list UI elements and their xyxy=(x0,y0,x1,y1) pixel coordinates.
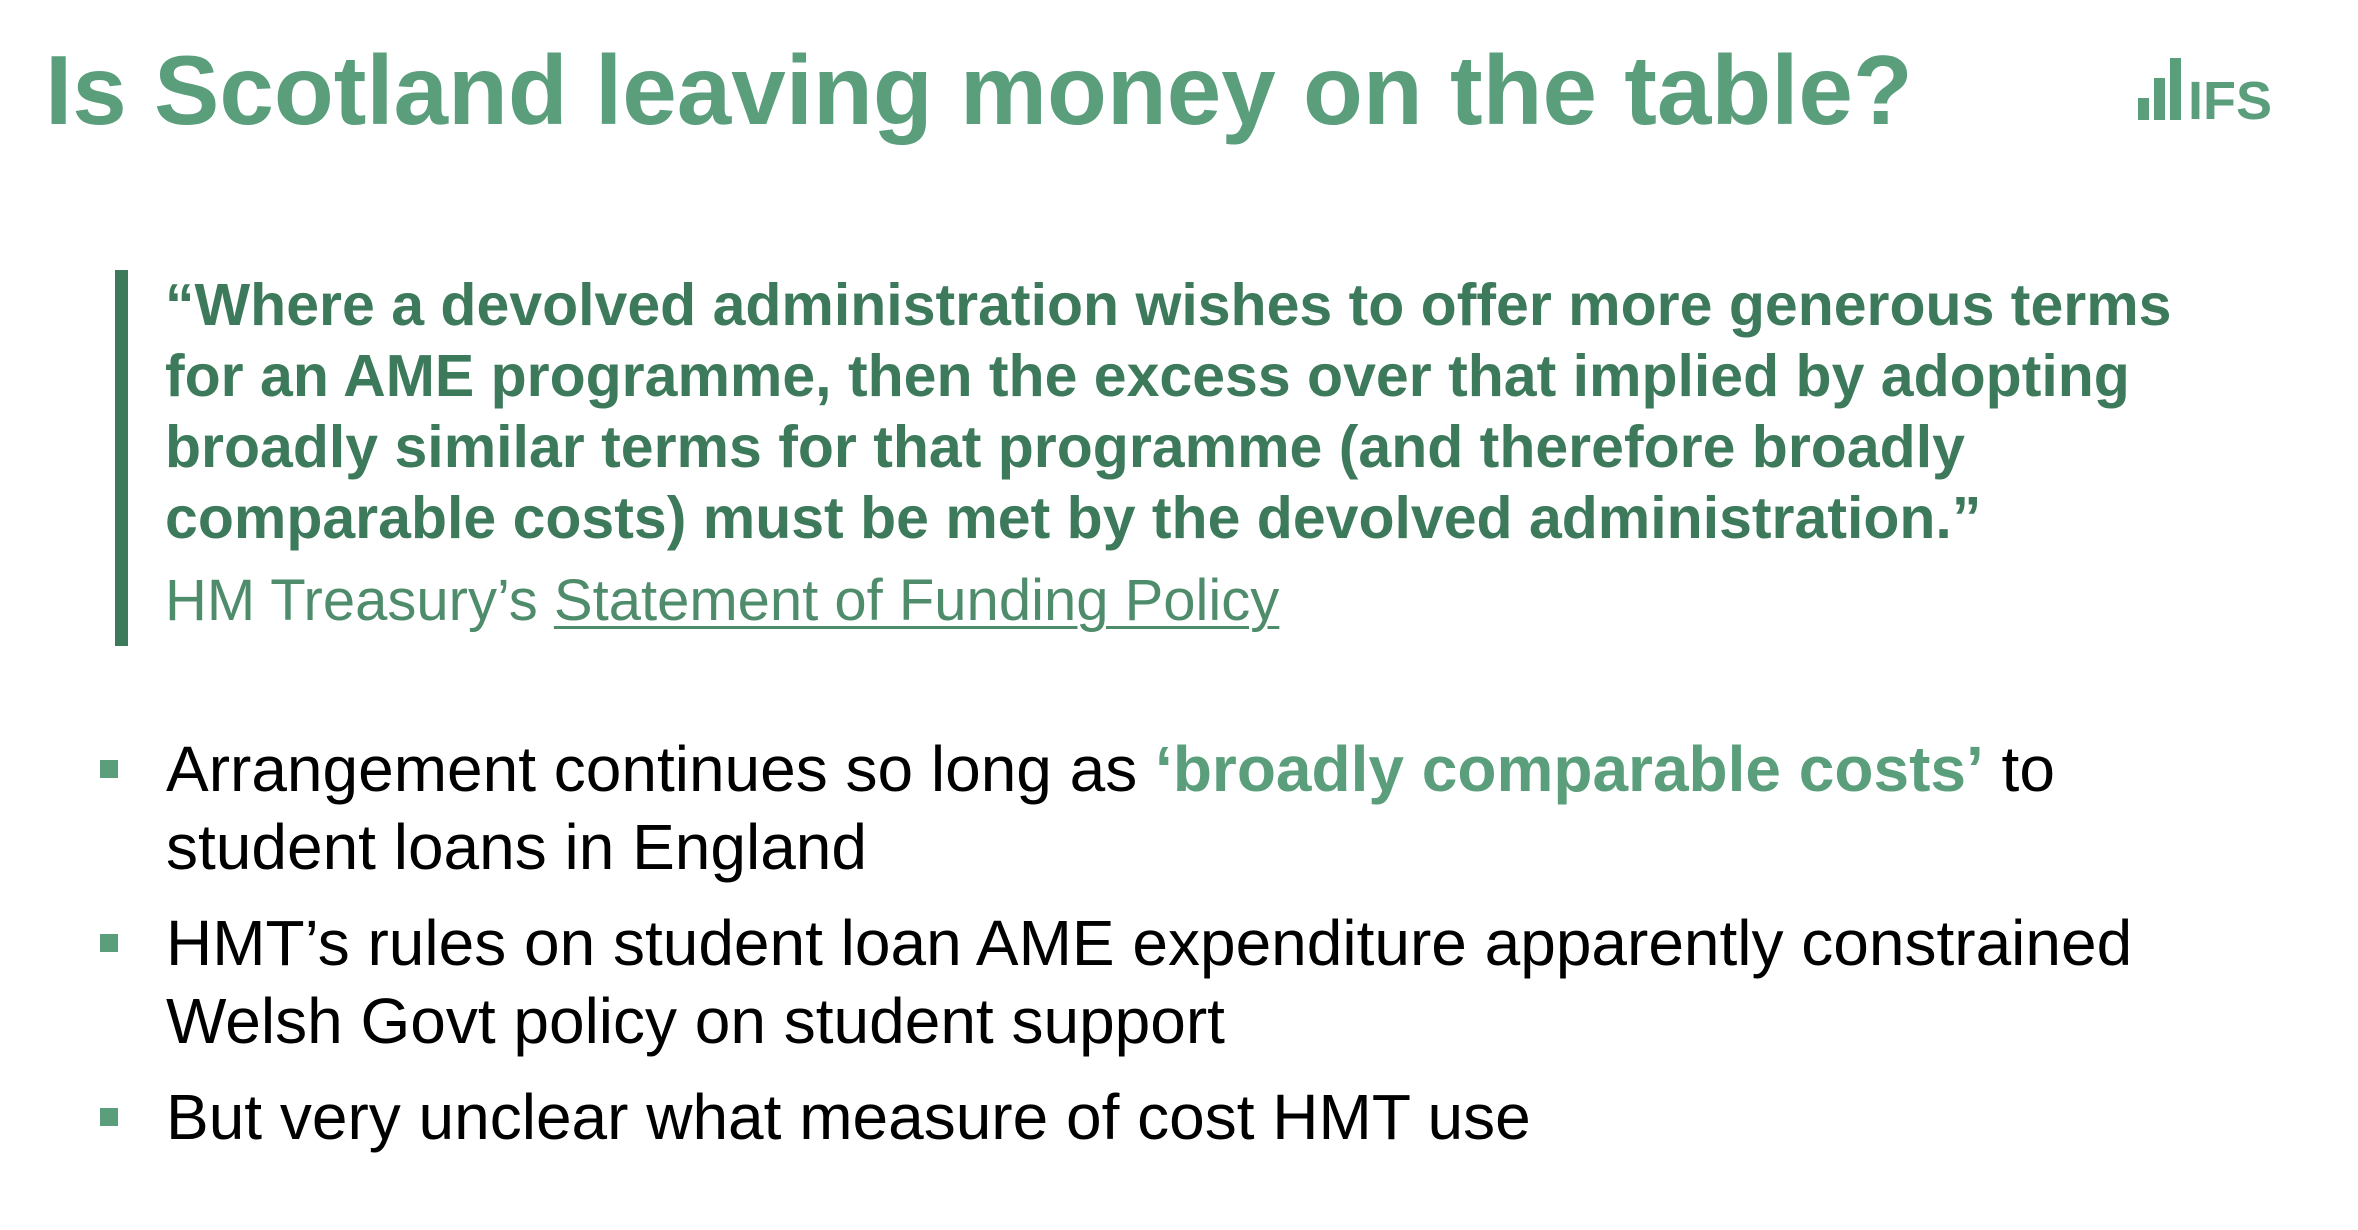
bullet-text-end: to student loans in England xyxy=(166,733,2055,883)
bullet-item xyxy=(0,730,2236,886)
bar-chart-logo-icon xyxy=(2138,56,2298,122)
square-bullet-icon xyxy=(100,934,118,952)
square-bullet-icon xyxy=(100,1108,118,1126)
ifs-logo xyxy=(2138,56,2298,122)
square-bullet-icon xyxy=(100,760,118,778)
bullet-text: Arrangement continues so long as xyxy=(166,733,1156,805)
bullet-item xyxy=(0,1078,2236,1156)
attribution-prefix: HM Treasury’s xyxy=(165,568,554,633)
bullet-list xyxy=(0,730,2358,1174)
statement-of-funding-policy-link[interactable]: Statement of Funding Policy xyxy=(553,568,1280,633)
slide-title: Is Scotland leaving money on the table? xyxy=(45,35,1913,145)
quote-accent-bar xyxy=(115,270,128,646)
quote-block xyxy=(115,270,2215,646)
quote-attribution xyxy=(165,566,1279,636)
bullet-text: HMT’s rules on student loan AME expenditure apparently constrained Welsh Govt policy on student support xyxy=(166,907,2133,1057)
quote-text: “Where a devolved administration wishes to offer more generous terms for an AME programme, then the excess over that implied by adopting broadly similar terms for that programme (and therefore broadly comparable costs) must be met by the devolved administration.” xyxy=(165,272,2172,551)
bullet-text: But very unclear what measure of cost HMT use xyxy=(166,1081,1531,1153)
bullet-item xyxy=(0,904,2236,1060)
logo-text: IFS xyxy=(2188,71,2273,122)
bullet-highlight: ‘broadly comparable costs’ xyxy=(1155,733,1984,805)
